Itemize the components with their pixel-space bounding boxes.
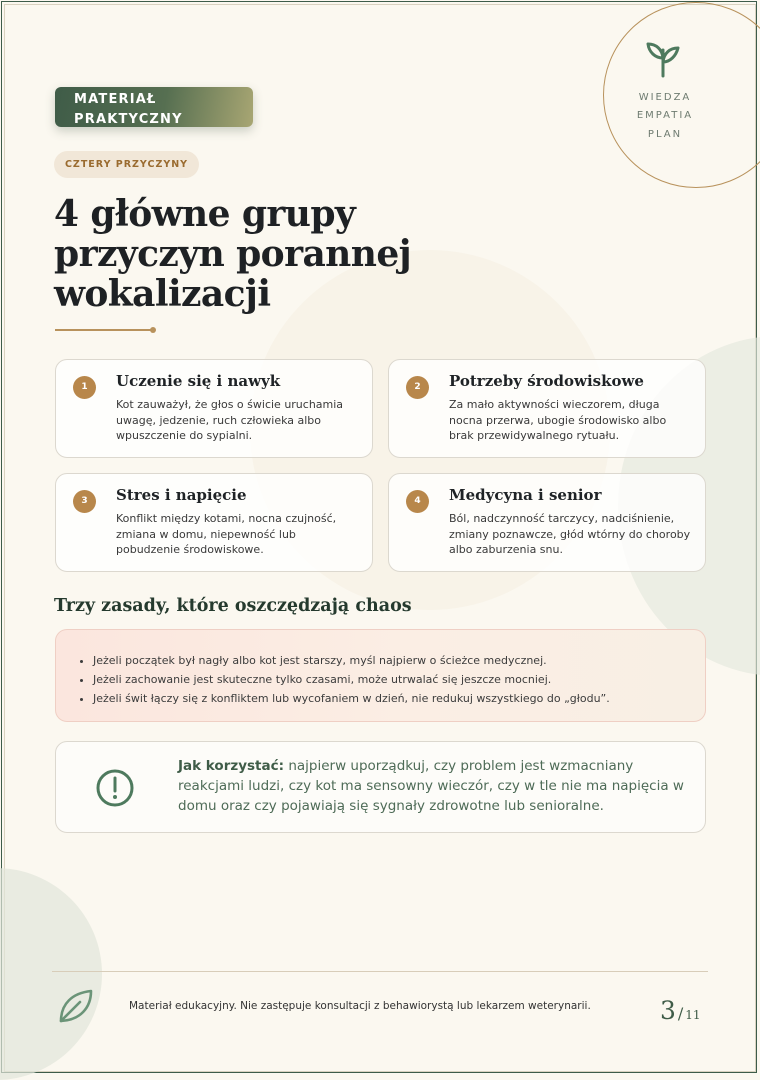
rules-list [76,651,713,708]
cause-card [55,359,373,458]
card-number-badge: 2 [406,376,429,399]
page-total: 11 [685,1008,701,1022]
card-text: Kot zauważył, że głos o świcie uruchamia uwagę, jedzenie, ruch człowieka albo wpuszczenie do sypialni. [116,398,344,442]
card-number-badge: 1 [73,376,96,399]
page-number [660,996,720,1025]
cause-card [388,473,706,572]
section-pill: CZTERY PRZYCZYNY [54,151,199,178]
cause-card [55,473,373,572]
card-number-badge: 4 [406,490,429,513]
material-badge [55,87,253,127]
page-current: 3 [660,996,676,1025]
card-number-badge: 3 [73,490,96,513]
seal-line: WIEDZA [638,92,692,103]
card-title: Stres i napięcie [116,486,247,504]
card-text: Ból, nadczynność tarczycy, nadciśnienie, zmiany poznawcze, głód wtórny do choroby albo zaburzenia snu. [449,512,691,556]
card-text: Za mało aktywności wieczorem, długa nocna przerwa, ubogie środowisko albo brak przewidywalnego rytuału. [449,398,667,442]
badge-label: MATERIAŁ PRAKTYCZNY [74,92,183,127]
cause-card [388,359,706,458]
list-item: • Jeżeli zachowanie jest skuteczne tylko czasami, może utrwalać się jeszcze mocniej. [93,670,713,689]
exclamation-circle-icon [95,768,135,808]
page-separator: / [677,1004,684,1023]
card-title: Uczenie się i nawyk [116,372,281,390]
page-title: 4 główne grupy przyczyn porannej wokalizacji [54,193,412,315]
card-text: Konflikt między kotami, nocna czujność, zmiana w domu, niepewność lub pobudzenie środowiskowe. [116,512,337,556]
list-item: • Jeżeli świt łączy się z konfliktem lub wycofaniem w dzień, nie redukuj wszystkiego do „głodu”. [93,689,713,708]
usage-tip-text [178,756,698,816]
list-item: • Jeżeli początek był nagły albo kot jest starszy, myśl najpierw o ścieżce medycznej. [93,651,713,670]
card-title: Potrzeby środowiskowe [449,372,644,390]
usage-tip-body: najpierw uporządkuj, czy problem jest wzmacniany reakcjami ludzi, czy kot ma sensowny wieczór, czy w tle nie ma napięcia w domu oraz czy pojawiają się sygnały zdrowotne lub senioralne. [178,758,684,814]
card-title: Medycyna i senior [449,486,602,504]
seal-line: PLAN [647,129,683,140]
usage-tip-lead: Jak korzystać: [178,758,285,774]
rules-heading: Trzy zasady, które oszczędzają chaos [54,596,412,616]
sprout-icon [643,36,683,78]
leaf-icon [58,988,94,1024]
title-underline-dot [150,327,156,333]
rules-box [55,629,706,722]
title-underline [55,329,151,331]
footer-disclaimer: Materiał edukacyjny. Nie zastępuje konsultacji z behawiorystą lub lekarzem weterynarii. [129,1000,591,1012]
seal-line: EMPATIA [636,110,694,121]
footer-divider [52,971,708,972]
